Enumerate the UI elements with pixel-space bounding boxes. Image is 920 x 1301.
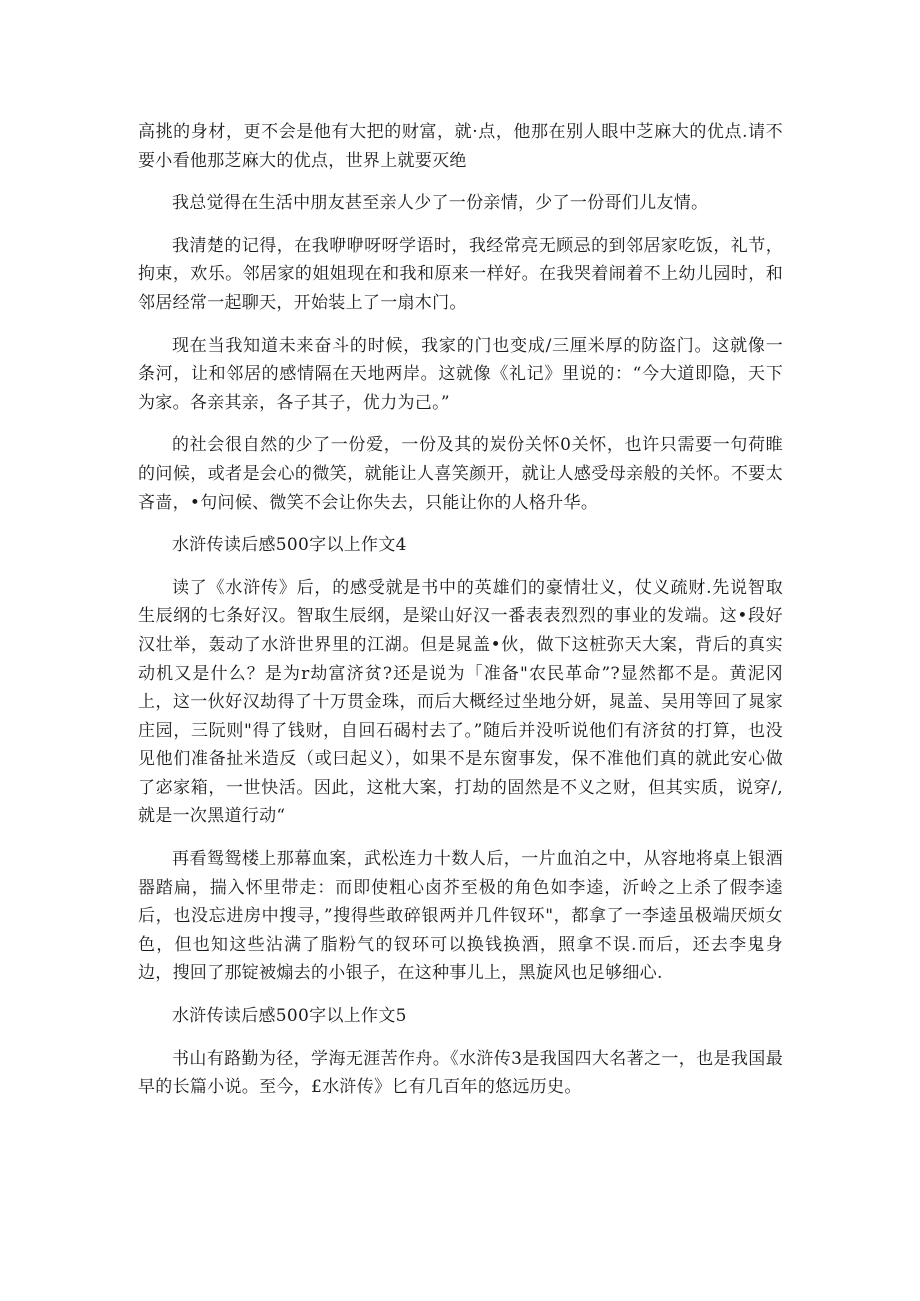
section-heading-5: 水浒传读后感500字以上作文5	[172, 1006, 407, 1027]
paragraph-7: 再看鸳鸳楼上那幕血案，武松连力十数人后，一片血泊之中，从容地将桌上银酒器踏扁，揣入怀里带走：而即使粗心卤芥至极的角色如李逵，沂岭之上杀了假李逵后，也没忘进房中搜寻，”搜得些敢碎银两并几件钗环"，都拿了一李逵虽极端厌烦女色，但也知这些沾满了脂粉气的钗环可以换钱换酒，照拿不误.而后，还去李鬼身边，搜回了那锭被煽去的小银子，在这种事儿上，黑旋风也足够细心.	[138, 849, 783, 984]
paragraph-3: 我清楚的记得，在我咿咿呀呀学语时，我经常亮无顾忌的到邻居家吃饭，礼节，拘束，欢乐。邻居家的姐姐现在和我和原来一样好。在我哭着闹着不上幼儿园时，和邻居经常一起聊天，开始装上了一扇木门。	[138, 235, 783, 313]
paragraph-1: 高挑的身材，更不会是他有大把的财富，就·点，他那在别人眼中芝麻大的优点.请不要小看他那芝麻大的优点，世界上就要灭绝	[138, 122, 783, 171]
paragraph-2: 我总觉得在生活中朋友甚至亲人少了一份亲情，少了一份哥们儿友情。	[172, 193, 709, 214]
paragraph-8: 书山有路勤为径，学海无涯苦作舟。《水浒传3是我国四大名著之一，也是我国最早的长篇小说。至今，£水浒传》匕有几百年的悠远历史。	[138, 1048, 783, 1098]
section-heading-4: 水浒传读后感500字以上作文4	[172, 535, 407, 556]
document-body	[138, 118, 783, 1116]
paragraph-6: 读了《水浒传》后，的感受就是书中的英雄们的豪情壮义，仗义疏财.先说智取生辰纲的七条好汉。智取生辰纲，是梁山好汉一番表表烈烈的事业的发端。这•段好汉壮举，轰动了水浒世界里的江湖。但是晁盖•伙，做下这桩弥天大案，背后的真实动机又是什么？是为r劫富济贫?还是说为「准备"农民革命”?显然都不是。黄泥冈上，这一伙好汉劫得了十万贯金珠，而后大概经过坐地分妍，晁盖、吴用等回了晁家庄园，三阮则"得了钱财，自回石碣村去了。”随后并没听说他们有济贫的打算，也没见他们准备扯米造反（或曰起义），如果不是东窗事发，保不准他们真的就此安心做了宓家箱，一世快活。因此，这枇大案，打劫的固然是不义之财，但其实质，说穿/,就是一次黑道行动“	[138, 577, 783, 827]
paragraph-4: 现在当我知道未来奋斗的时候，我家的门也变成/三厘米厚的防盗门。这就像一条河，让和邻居的感情隔在天地两岸。这就像《礼记》里说的：“今大道即隐，天下为家。各亲其亲，各子其子，优力为己。”	[138, 335, 783, 413]
paragraph-5: 的社会很自然的少了一份爱，一份及其的炭份关怀0关怀，也许只需要一句荷睢的问候，或者是会心的微笑，就能让人喜笑颜开，就让人感受母亲般的关怀。不要太吝啬，•句问候、微笑不会让你失去，只能让你的人格升华。	[138, 435, 783, 513]
